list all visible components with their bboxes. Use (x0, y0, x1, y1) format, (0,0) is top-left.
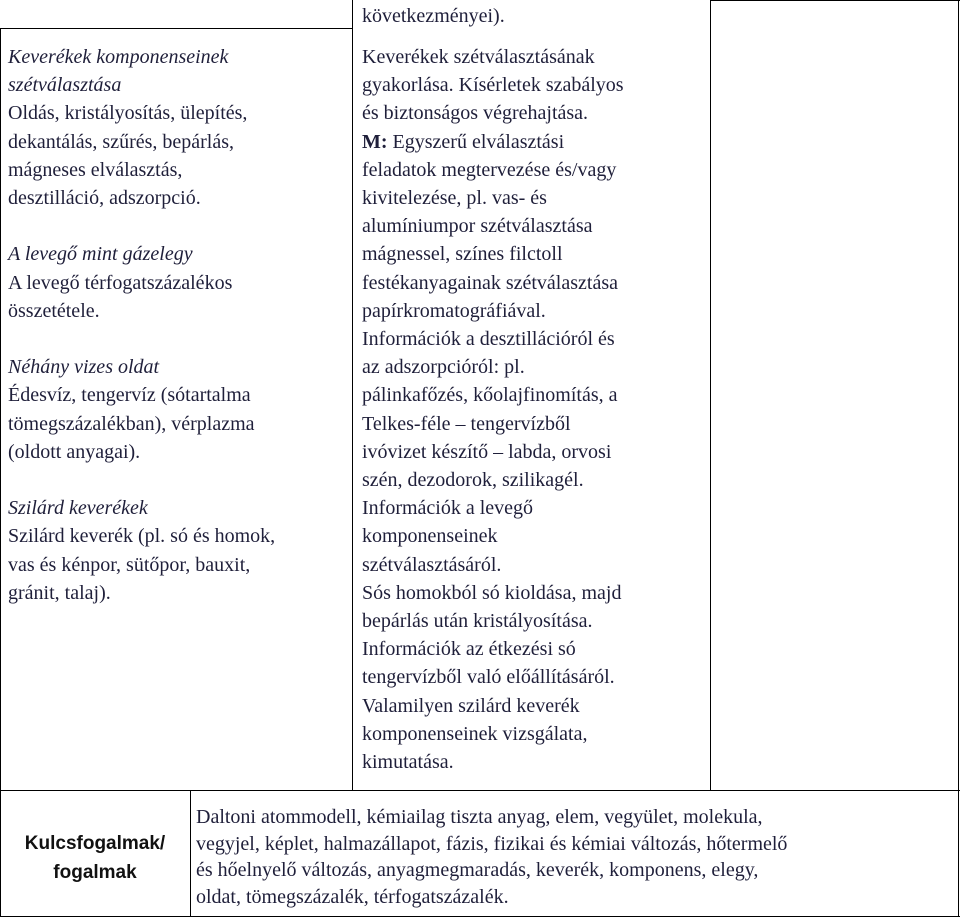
text-line: kivitelezése, pl. vas- és (362, 187, 547, 210)
text-line: tengervízből való előállításáról. (362, 666, 615, 689)
text-line: Édesvíz, tengervíz (sótartalma (8, 384, 251, 407)
text-line: gyakorlása. Kísérletek szabályos (362, 74, 624, 97)
text-line: szén, dezodorok, szilikagél. (362, 469, 584, 492)
table-border-top-left (0, 28, 352, 29)
key-label-line: fogalmak (53, 862, 137, 883)
text-line: Sós homokból só kioldása, majd (362, 581, 622, 604)
text-line: vas és kénpor, sütőpor, bauxit, (8, 553, 251, 576)
text-line: mágneses elválasztás, (8, 158, 183, 181)
text-line: pálinkafőzés, kőolajfinomítás, a (362, 384, 618, 407)
key-text-line: oldat, tömegszázalék, térfogatszázalék. (196, 885, 509, 908)
text-line: Információk a desztillációról és (362, 328, 615, 351)
heading-solid-mixtures: Szilárd keverékek (8, 497, 148, 520)
middle-cell (362, 0, 505, 30)
table-border-left-upper (0, 28, 1, 790)
text-line: mágnessel, színes filctoll (362, 243, 563, 266)
text-line: és biztonságos végrehajtása. (362, 102, 589, 125)
text-line: Telkes-féle – tengervízből (362, 412, 571, 435)
middle-cell-body (362, 43, 624, 776)
text-line: Oldás, kristályosítás, ülepítés, (8, 102, 248, 125)
heading-air: A levegő mint gázelegy (8, 243, 193, 266)
text-line: desztilláció, adszorpció. (8, 187, 201, 210)
text-line: A levegő térfogatszázalékos (8, 271, 233, 294)
text-line: (oldott anyagai). (8, 440, 141, 463)
text-line: az adszorpcióról: pl. (362, 356, 525, 379)
text-line: tömegszázalékban), vérplazma (8, 412, 255, 435)
key-text-line: és hőelnyelő változás, anyagmegmaradás, keverék, komponens, elegy, (196, 859, 759, 881)
key-column-divider (190, 790, 191, 917)
heading-separation: szétválasztása (8, 74, 122, 97)
text-line: dekantálás, szűrés, bepárlás, (8, 130, 235, 153)
table-border-bottom (0, 916, 960, 917)
row-divider (0, 790, 960, 791)
text-line: komponenseinek (362, 525, 498, 548)
blank-line (8, 466, 275, 494)
text-line-continuation: következményei). (362, 5, 505, 27)
table-border-right (958, 0, 959, 917)
left-cell (8, 43, 275, 607)
text-line-m (362, 128, 624, 156)
heading-solutions: Néhány vizes oldat (8, 356, 160, 379)
text-line: Információk az étkezési só (362, 638, 576, 661)
text-line: feladatok megtervezése és/vagy (362, 158, 617, 181)
key-concepts-text (196, 804, 787, 910)
text-line: Valamilyen szilárd keverék (362, 694, 580, 717)
heading-separation: Keverékek komponenseinek (8, 46, 229, 68)
blank-line (8, 325, 275, 353)
key-text-line: Daltoni atommodell, kémiailag tiszta anyag, elem, vegyület, molekula, (196, 806, 763, 828)
text-line: Keverékek szétválasztásának (362, 46, 595, 68)
m-marker: M: (362, 130, 388, 153)
text-line: bepárlás után kristályosítása. (362, 610, 593, 633)
text-fragment: Egyszerű elválasztási (387, 130, 565, 153)
table-border-left-lower (0, 790, 1, 917)
text-line: gránit, talaj). (8, 581, 111, 604)
text-line: Szilárd keverék (pl. só és homok, (8, 525, 276, 548)
table-border-top-right (710, 0, 960, 1)
column-divider-1 (352, 0, 353, 790)
text-line: papírkromatográfiával. (362, 299, 546, 322)
blank-line (8, 212, 275, 240)
text-line: szétválasztásáról. (362, 553, 502, 576)
text-line: kimutatása. (362, 751, 454, 774)
key-concepts-label (5, 829, 185, 887)
column-divider-2 (710, 0, 711, 790)
text-line: festékanyagainak szétválasztása (362, 271, 618, 294)
text-line: Információk a levegő (362, 497, 534, 520)
text-line: összetétele. (8, 299, 100, 322)
text-line: alumíniumpor szétválasztása (362, 215, 593, 238)
key-label-line: Kulcsfogalmak/ (24, 833, 166, 854)
text-line: komponenseinek vizsgálata, (362, 722, 588, 745)
key-text-line: vegyjel, képlet, halmazállapot, fázis, fizikai és kémiai változás, hőtermelő (196, 832, 788, 855)
text-line: ivóvizet készítő – labda, orvosi (362, 440, 612, 463)
